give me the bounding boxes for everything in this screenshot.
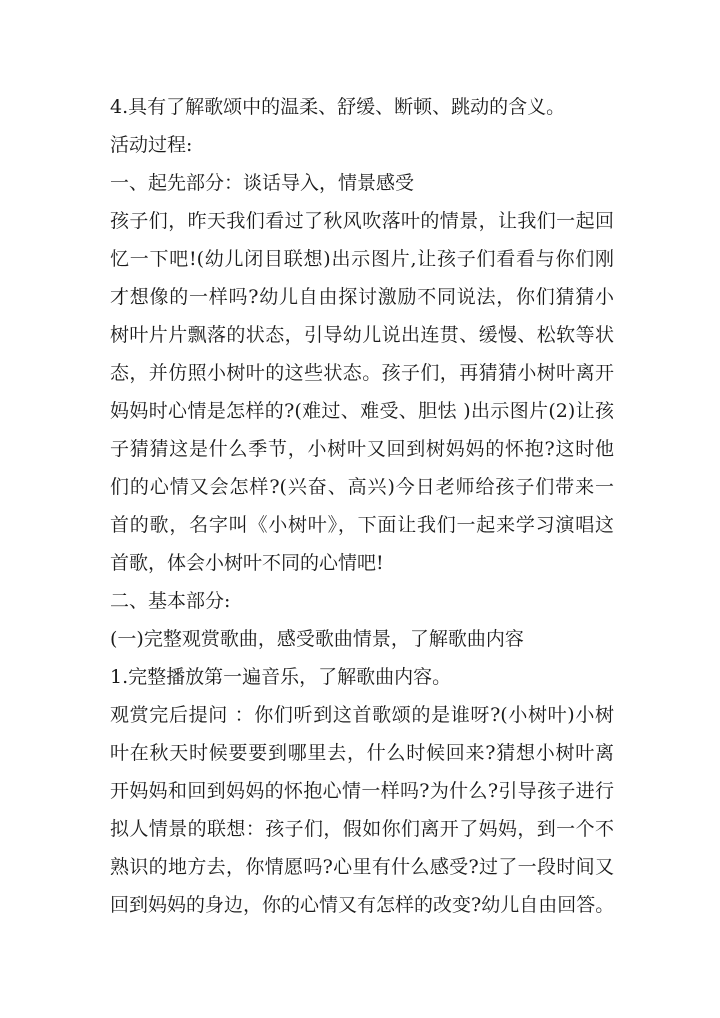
paragraph-line: 才想像的一样吗?幼儿自由探讨激励不同说法，你们猜猜小: [110, 286, 614, 308]
paragraph-line: 叶在秋天时候要要到哪里去，什么时候回来?猜想小树叶离: [110, 742, 614, 764]
paragraph-line: 首的歌，名字叫《小树叶》，下面让我们一起来学习演唱这: [110, 514, 614, 536]
document-body: [110, 88, 614, 924]
opening-paragraph: [110, 202, 614, 582]
section-heading-opening-part: 一、起先部分：谈话导入，情景感受: [110, 172, 415, 194]
paragraph-line: 树叶片片飘落的状态，引导幼儿说出连贯、缓慢、松软等状: [110, 324, 614, 346]
paragraph-line: 观赏完后提问 ：你们听到这首歌颂的是谁呀?(小树叶)小树: [110, 704, 614, 726]
subsection-heading-1: (一)完整观赏歌曲，感受歌曲情景，了解歌曲内容: [110, 628, 524, 650]
paragraph-line: 子猜猜这是什么季节，小树叶又回到树妈妈的怀抱?这时他: [110, 438, 614, 460]
paragraph-line: 开妈妈和回到妈妈的怀抱心情一样吗?为什么?引导孩子进行: [110, 780, 614, 802]
paragraph-line: 拟人情景的联想：孩子们，假如你们离开了妈妈，到一个不: [110, 818, 614, 840]
questioning-paragraph: [110, 696, 614, 924]
paragraph-line: 忆一下吧!(幼儿闭目联想)出示图片,让孩子们看看与你们刚: [110, 248, 614, 270]
paragraph-line: 们的心情又会怎样?(兴奋、高兴)今日老师给孩子们带来一: [110, 476, 614, 498]
section-heading-basic-part: 二、基本部分:: [110, 590, 231, 612]
paragraph-line: 态，并仿照小树叶的这些状态。孩子们，再猜猜小树叶离开: [110, 362, 614, 384]
paragraph-line: 熟识的地方去，你情愿吗?心里有什么感受?过了一段时间又: [110, 856, 614, 878]
step-1: 1.完整播放第一遍音乐，了解歌曲内容。: [110, 666, 452, 688]
objective-4: 4.具有了解歌颂中的温柔、舒缓、断顿、跳动的含义。: [110, 96, 566, 118]
paragraph-line: 孩子们，昨天我们看过了秋风吹落叶的情景，让我们一起回: [110, 210, 614, 232]
paragraph-line: 首歌，体会小树叶不同的心情吧!: [110, 552, 384, 574]
section-heading-activity-process: 活动过程:: [110, 134, 193, 156]
paragraph-line: 妈妈时心情是怎样的?(难过、难受、胆怯 )出示图片(2)让孩: [110, 400, 614, 422]
paragraph-line: 回到妈妈的身边，你的心情又有怎样的改变?幼儿自由回答。: [110, 894, 615, 916]
